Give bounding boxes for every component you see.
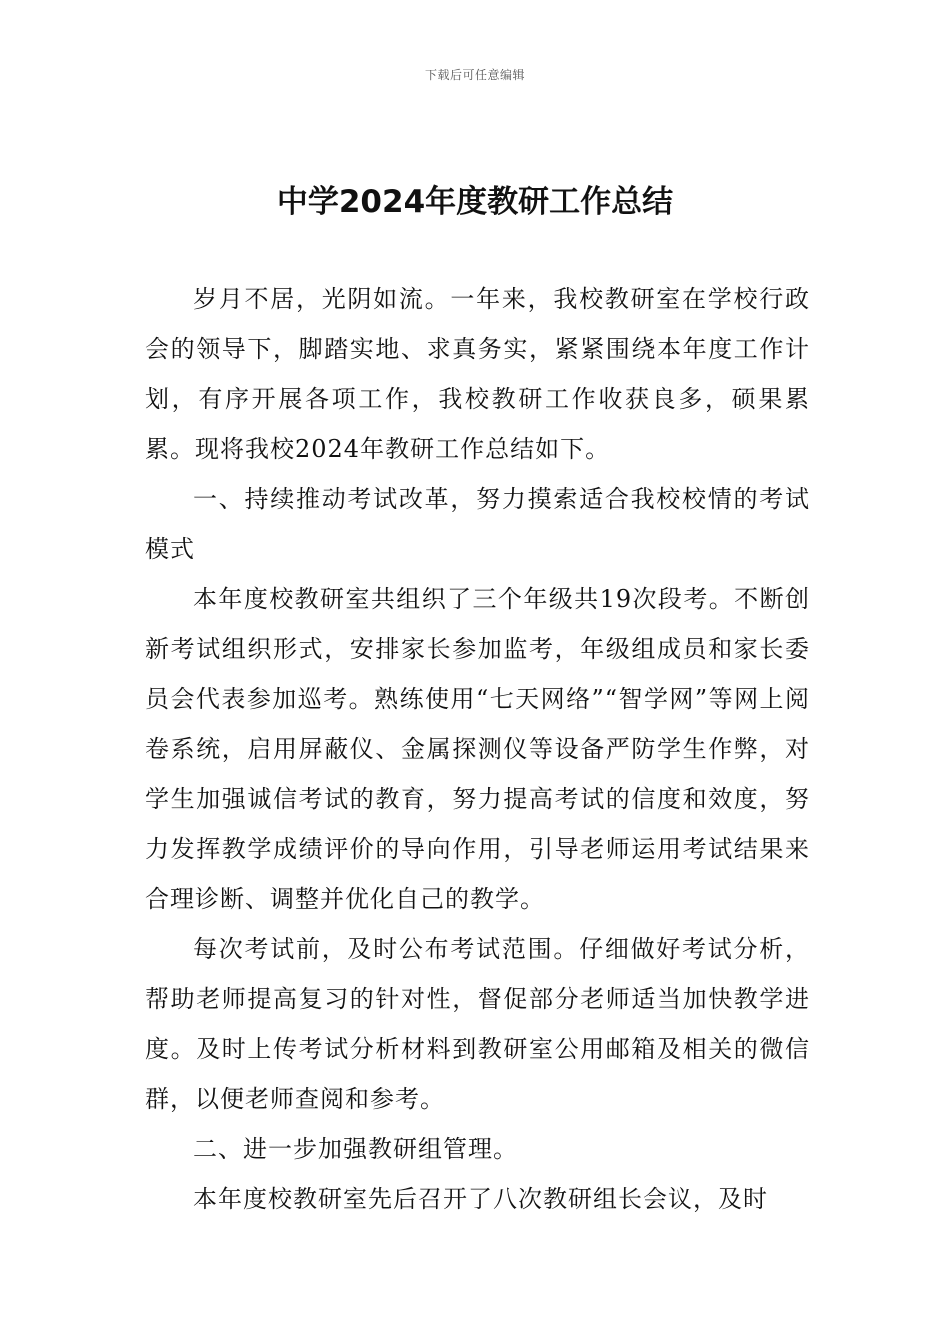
document-title: 中学2024年度教研工作总结 bbox=[276, 184, 674, 220]
document-body bbox=[145, 274, 810, 1224]
header-note: 下载后可任意编辑 bbox=[424, 68, 525, 82]
paragraph-exam-organization: 本年度校教研室共组织了三个年级共19次段考。不断创新考试组织形式，安排家长参加监考，年级组成员和家长委员会代表参加巡考。熟练使用“七天网络”“智学网”等网上阅卷系统，启用屏蔽仪、金属探测仪等设备严防学生作弊，对学生加强诚信考试的教育，努力提高考试的信度和效度，努力发挥教学成绩评价的导向作用，引导老师运用考试结果来合理诊断、调整并优化自己的教学。 bbox=[145, 585, 810, 913]
paragraph-exam-analysis: 每次考试前，及时公布考试范围。仔细做好考试分析，帮助老师提高复习的针对性，督促部分老师适当加快教学进度。及时上传考试分析材料到教研室公用邮箱及相关的微信群，以便老师查阅和参考。 bbox=[145, 935, 810, 1113]
paragraph-group-meetings: 本年度校教研室先后召开了八次教研组长会议，及时 bbox=[193, 1185, 768, 1213]
paragraph-intro: 岁月不居，光阴如流。一年来，我校教研室在学校行政会的领导下，脚踏实地、求真务实，紧紧围绕本年度工作计划，有序开展各项工作，我校教研工作收获良多，硕果累累。现将我校2024年教研工作总结如下。 bbox=[145, 285, 810, 463]
section-heading-group-management: 二、进一步加强教研组管理。 bbox=[193, 1135, 518, 1163]
section-heading-exam-reform: 一、持续推动考试改革，努力摸索适合我校校情的考试模式 bbox=[145, 485, 810, 563]
